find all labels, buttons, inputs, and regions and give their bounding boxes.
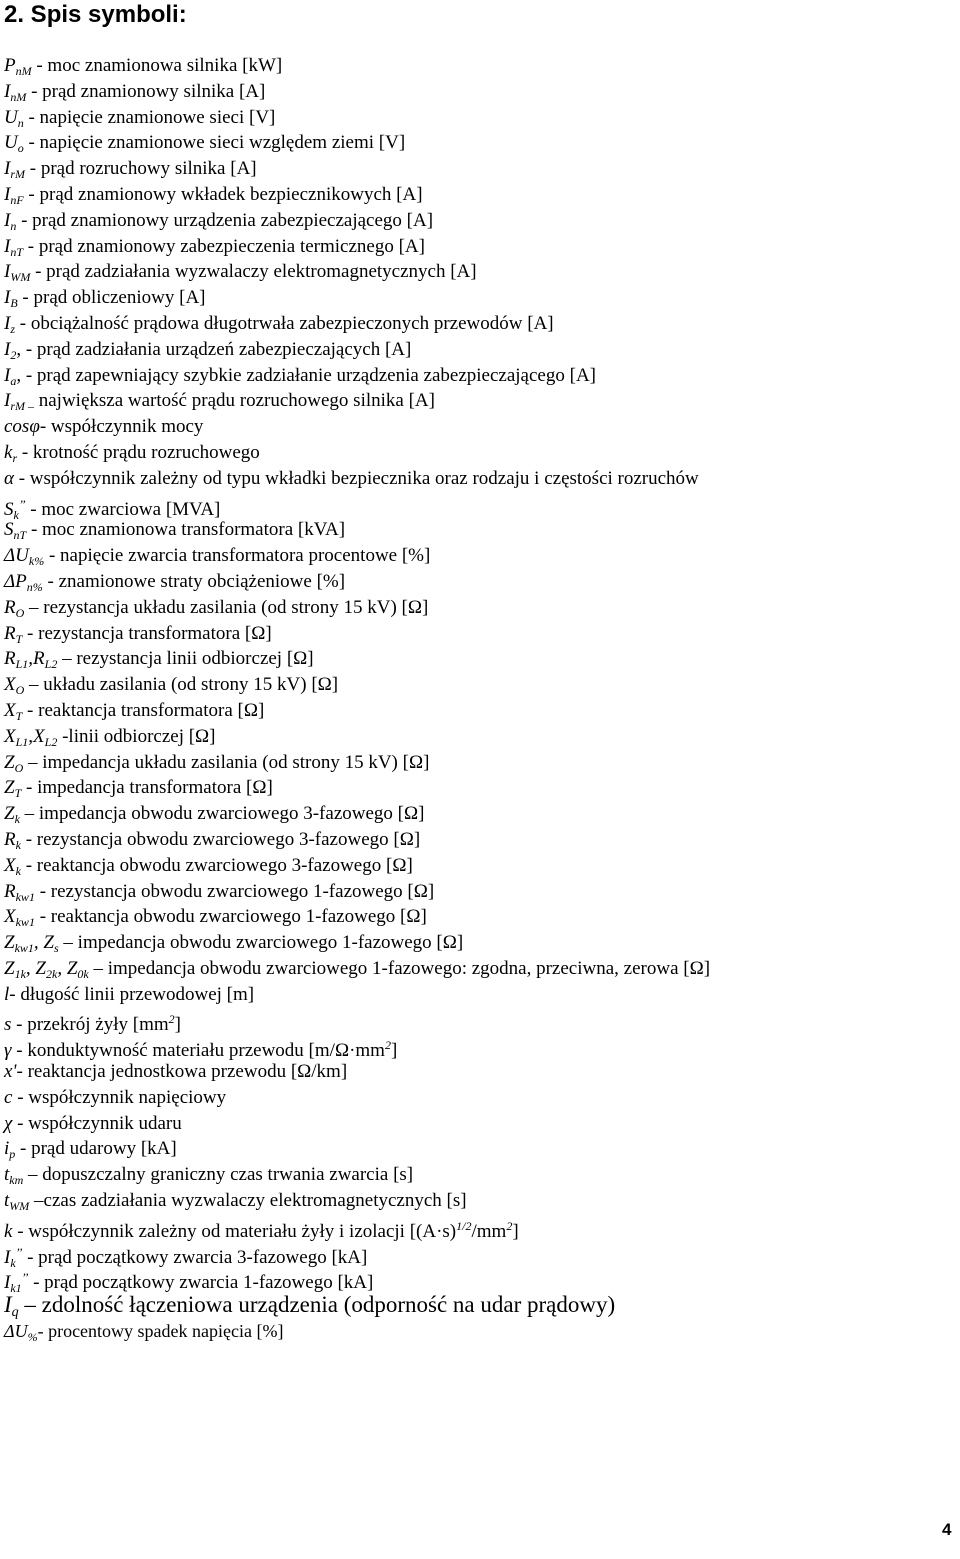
symbol: Z [4,777,15,799]
section-heading: 2. Spis symboli: [4,1,187,28]
symbol: i [4,1138,10,1160]
symbol-subscript: km [9,1173,24,1188]
symbol-entry [4,53,954,79]
symbol: l [4,983,10,1005]
symbol-description: - procentowy spadek napięcia [%] [37,1321,284,1342]
symbol-subscript: kw1 [14,941,34,956]
symbol-description: - napięcie znamionowe sieci względem ziemi [V] [23,132,406,154]
symbol-subscript: s [54,941,59,956]
symbol: R [4,880,16,902]
symbol: χ [4,1112,13,1134]
symbol-entry [4,208,954,234]
symbol-description: - prąd początkowy zwarcia 1-fazowego [kA] [28,1272,374,1294]
symbol-description: - współczynnik mocy [39,416,204,438]
symbol-description: - współczynnik zależny od materiału żyły i izolacji [(A·s) [12,1220,457,1242]
symbol: I [4,209,11,231]
symbol-entry [4,1059,954,1085]
symbol-description: - konduktywność materiału przewodu [m/Ω·mm [11,1040,385,1062]
symbol: c [4,1086,13,1108]
symbol-subscript: O [15,683,25,698]
symbol-entry [4,1291,954,1319]
symbol: cosφ [4,416,40,438]
symbol: I [4,80,11,102]
symbol-subscript: rM [10,167,25,182]
symbol: I [4,390,11,412]
symbol: I [4,261,11,283]
symbol-description: - reaktancja jednostkowa przewodu [Ω/km] [16,1061,348,1083]
symbol-description: , - prąd zapewniający szybkie zadziałanie urządzenia zabezpieczającego [A] [16,364,596,386]
symbol-description: – zdolność łączeniowa urządzenia (odporność na udar prądowy) [18,1292,616,1318]
symbol-entry [4,569,954,595]
symbol: α [4,467,14,489]
symbol-entry [4,750,954,776]
symbol: P [4,55,16,76]
symbol-description: - współczynnik zależny od typu wkładki bezpiecznika oraz rodzaju i częstości rozruchów [13,467,699,489]
symbol-entry [4,1265,954,1296]
symbol-description: - prąd znamionowy silnika [A] [26,80,266,102]
symbol-entry [4,543,954,569]
symbol-entry [4,879,954,905]
symbol-entry [4,930,954,956]
symbol-subscript: k [15,863,21,878]
symbol: I [4,158,11,180]
symbol-description: – impedancja układu zasilania (od strony 15 kV) [Ω] [23,751,430,773]
symbol: ΔU [4,1321,28,1342]
symbol: X [4,674,16,696]
unit-exponent: 1/2 [456,1218,472,1233]
symbol-subscript: nT [10,244,24,259]
symbol-subscript: T [15,708,23,723]
symbol-description: - prąd udarowy [kA] [15,1138,177,1160]
symbol-entry [4,259,954,285]
symbol-subscript: % [27,1330,38,1345]
symbol-entry [4,1214,954,1240]
symbol: X [4,906,16,928]
symbol-entry [4,956,954,982]
symbol-description: – impedancja obwodu zwarciowego 3-fazowego [Ω] [19,803,425,825]
symbol: I [4,235,11,257]
symbol-entry [4,801,954,827]
symbol-description: - rezystancja obwodu zwarciowego 3-fazowego [Ω] [20,828,421,850]
symbol: I [4,1246,11,1268]
symbol: γ [4,1040,12,1062]
symbol-subscript: r [12,450,18,465]
symbol-entry [4,672,954,698]
symbol-subscript: o [17,141,24,156]
symbol-subscript: k% [28,554,45,569]
symbol: X [4,854,16,876]
symbol-entry [4,1188,954,1214]
symbol-entry [4,311,954,337]
symbol-subscript: kw1 [15,889,35,904]
symbol: k [4,1220,13,1242]
symbol-description: – rezystancja linii odbiorczej [Ω] [57,648,314,670]
symbol-description: ] [390,1040,398,1062]
symbol-entry [4,904,954,930]
unit-exponent: 2 [384,1038,391,1053]
symbol-entry [4,827,954,853]
symbol-entry [4,130,954,156]
symbol: ,X [28,725,45,747]
symbol-subscript: L2 [44,734,58,749]
symbol-entry [4,1240,954,1270]
symbol-subscript: k [14,812,20,827]
symbol-entry [4,388,954,414]
symbol-entry [4,285,954,311]
symbol-subscript: k [10,1255,16,1270]
unit-exponent: 2 [506,1218,513,1233]
symbol-entry [4,621,954,647]
symbol: k [4,441,13,463]
symbol: s [4,1014,12,1036]
symbol-description: - prąd obliczeniowy [A] [17,287,206,309]
symbol-entry [4,595,954,621]
symbol-entry [4,982,954,1008]
symbol: X [4,699,16,721]
symbol-description: – dopuszczalny graniczny czas trwania zwarcia [s] [23,1164,414,1186]
symbol-description: - moc zwarciowa [MVA] [25,498,221,520]
symbol: I [4,364,11,386]
symbol-entry [4,698,954,724]
symbol-description: - prąd zadziałania wyzwalaczy elektromagnetycznych [A] [30,261,477,283]
symbol-description: – impedancja obwodu zwarciowego 1-fazowego [Ω] [58,932,464,954]
symbol-entry [4,1136,954,1162]
symbol-description: - znamionowe straty obciążeniowe [%] [42,570,346,592]
symbol-subscript: 1k [14,966,26,981]
symbol: R [4,648,16,670]
symbol-description: - długość linii przewodowej [m] [9,983,255,1005]
symbol: R [4,828,16,850]
symbol: R [4,596,16,618]
symbol-entry [4,517,954,543]
symbol: t [4,1164,10,1186]
symbol-entry [4,440,954,466]
symbol: , Z [57,957,78,979]
symbol-entry [4,182,954,208]
symbol-subscript: O [15,605,25,620]
symbol-entry [4,105,954,131]
symbol-subscript: q [11,1305,19,1321]
symbol-entry [4,724,954,750]
symbol-entry [4,646,954,672]
symbol: x' [4,1061,17,1083]
symbol: U [4,132,18,154]
symbol-subscript: T [14,786,22,801]
symbol-description: - prąd początkowy zwarcia 3-fazowego [kA] [22,1246,368,1268]
symbol-subscript: nM [10,89,27,104]
symbol-entry [4,1319,954,1345]
symbol-description: - reaktancja transformatora [Ω] [22,699,265,721]
symbol-subscript: L1 [15,657,29,672]
symbol-subscript: L2 [44,657,58,672]
unit-exponent: 2 [168,1012,175,1027]
symbol-description: - moc znamionowa silnika [kW] [31,55,283,76]
symbol-entry [4,466,954,492]
symbol-subscript: nM [15,64,32,78]
symbol: I [4,1272,11,1294]
symbol: I [4,1292,12,1318]
symbol: I [4,312,11,334]
symbol-description: - impedancja transformatora [Ω] [21,777,273,799]
symbol-entry [4,79,954,105]
symbol-entry [4,775,954,801]
symbol-subscript: n [17,115,24,130]
symbol-description: największa wartość prądu rozruchowego silnika [A] [34,390,435,412]
symbol-entry [4,1085,954,1111]
symbol-superscript: ’’ [21,1270,29,1285]
symbol-entry [4,337,954,363]
symbol-description: – układu zasilania (od strony 15 kV) [Ω] [24,674,339,696]
symbol-description: - reaktancja obwodu zwarciowego 1-fazowego [Ω] [34,906,427,928]
symbol: , Z [33,932,54,954]
symbol-subscript: a [10,373,17,388]
symbol-description: –czas zadziałania wyzwalaczy elektromagnetycznych [s] [29,1190,467,1212]
symbol-subscript: n% [26,579,43,594]
symbol: S [4,498,14,520]
symbol: ΔU [4,545,29,567]
symbol-subscript: T [15,631,23,646]
symbol-description: - reaktancja obwodu zwarciowego 3-fazowego [Ω] [20,854,413,876]
symbol: S [4,519,14,541]
symbol-subscript: z [10,321,15,336]
symbol-description: - moc znamionowa transformatora [kVA] [26,519,346,541]
symbol-subscript: k [13,507,19,522]
symbol: Z [4,751,15,773]
symbol: X [4,725,16,747]
symbol: I [4,338,11,360]
symbol-entry [4,1033,954,1062]
symbol: , Z [25,957,46,979]
symbol-subscript: k1 [10,1281,22,1296]
symbol-entry [4,363,954,389]
symbol-subscript: rM – [10,399,34,414]
symbol-description: - prąd znamionowy urządzenia zabezpieczającego [A] [16,209,434,231]
symbol-entry [4,1162,954,1188]
symbol: Z [4,932,15,954]
symbol-list [4,53,954,1345]
symbol-description: - napięcie zwarcia transformatora procentowe [%] [44,545,431,567]
symbol-description: - prąd rozruchowy silnika [A] [25,158,257,180]
symbol-description: - współczynnik udaru [12,1112,182,1134]
symbol-description: /mm [471,1220,507,1242]
page-number: 4 [942,1520,952,1539]
symbol-subscript: WM [9,1199,30,1214]
symbol-subscript: k [15,837,21,852]
symbol-description: ] [174,1014,181,1036]
symbol-entry [4,853,954,879]
symbol-subscript: 0k [77,966,89,981]
symbol-entry [4,414,954,440]
symbol-description: – rezystancja układu zasilania (od strony 15 kV) [Ω] [24,596,429,618]
symbol-description: , - prąd zadziałania urządzeń zabezpieczających [A] [16,338,412,360]
symbol-subscript: B [10,296,18,311]
symbol-description: - prąd znamionowy wkładek bezpiecznikowych [A] [23,183,423,205]
symbol-description: - obciążalność prądowa długotrwała zabezpieczonych przewodów [A] [15,312,554,334]
symbol-description: - prąd znamionowy zabezpieczenia termicznego [A] [23,235,425,257]
symbol-subscript: nF [10,192,24,207]
symbol: ΔP [4,570,27,592]
symbol-subscript: 2 [10,347,17,362]
symbol-superscript: ’’ [18,496,26,511]
symbol: ,R [28,648,45,670]
symbol-description: - współczynnik napięciowy [12,1086,227,1108]
symbol-subscript: nT [13,528,27,543]
symbol-description: - przekrój żyły [mm [11,1014,169,1036]
symbol: I [4,287,11,309]
symbol: Z [4,803,15,825]
symbol-entry [4,156,954,182]
symbol-subscript: WM [10,270,31,285]
symbol-entry [4,1111,954,1137]
symbol-subscript: n [10,218,17,233]
symbol: I [4,183,11,205]
symbol-description: ] [512,1220,519,1242]
symbol: Z [4,957,15,979]
symbol-entry [4,234,954,260]
symbol-description: - rezystancja obwodu zwarciowego 1-fazowego [Ω] [34,880,435,902]
symbol-description: - napięcie znamionowe sieci [V] [23,106,276,128]
symbol-subscript: L1 [15,734,29,749]
symbol-subscript: kw1 [15,915,35,930]
symbol-subscript: O [14,760,24,775]
symbol-description: -linii odbiorczej [Ω] [57,725,216,747]
symbol: t [4,1190,10,1212]
symbol: U [4,106,18,128]
symbol-superscript: ’’ [15,1244,23,1259]
symbol-subscript: 2k [45,966,58,981]
symbol-description: - rezystancja transformatora [Ω] [22,622,272,644]
symbol-entry [4,1007,954,1036]
symbol-description: - krotność prądu rozruchowego [17,441,260,463]
symbol-description: – impedancja obwodu zwarciowego 1-fazowego: zgodna, przeciwna, zerowa [Ω] [88,957,711,979]
symbol-subscript: p [9,1147,16,1162]
symbol: R [4,622,16,644]
symbol-entry [4,492,954,522]
